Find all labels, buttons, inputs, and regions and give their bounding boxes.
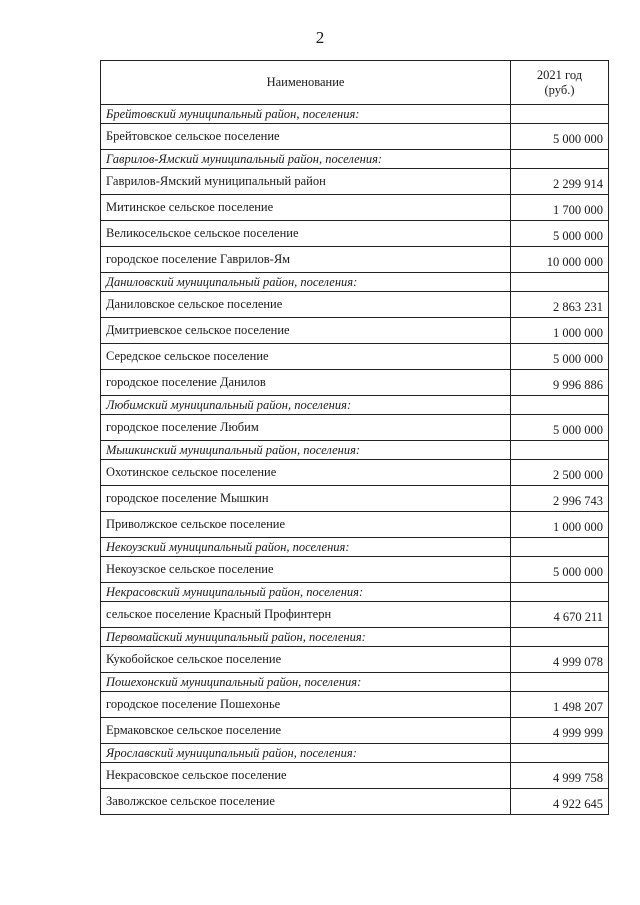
table-row — [101, 292, 609, 318]
amount-header-unit: (руб.) — [544, 82, 575, 97]
settlement-amount: 5 000 000 — [511, 344, 609, 370]
settlement-amount: 1 498 207 — [511, 692, 609, 718]
district-group-row — [101, 628, 609, 647]
settlement-amount: 2 500 000 — [511, 460, 609, 486]
district-group-row — [101, 273, 609, 292]
settlement-name: Митинское сельское поселение — [101, 195, 511, 221]
table-row — [101, 460, 609, 486]
district-group-row — [101, 583, 609, 602]
settlement-amount: 10 000 000 — [511, 247, 609, 273]
settlement-amount: 4 999 999 — [511, 718, 609, 744]
settlement-name: Ермаковское сельское поселение — [101, 718, 511, 744]
empty-amount-cell — [511, 396, 609, 415]
table-row — [101, 247, 609, 273]
settlement-name: Дмитриевское сельское поселение — [101, 318, 511, 344]
empty-amount-cell — [511, 538, 609, 557]
table-row — [101, 763, 609, 789]
table-row — [101, 789, 609, 815]
empty-amount-cell — [511, 150, 609, 169]
district-name: Первомайский муниципальный район, поселения: — [101, 628, 511, 647]
settlement-amount: 9 996 886 — [511, 370, 609, 396]
settlement-amount: 4 670 211 — [511, 602, 609, 628]
district-name: Любимский муниципальный район, поселения: — [101, 396, 511, 415]
empty-amount-cell — [511, 441, 609, 460]
district-name: Даниловский муниципальный район, поселения: — [101, 273, 511, 292]
settlement-amount: 2 996 743 — [511, 486, 609, 512]
settlement-name: Некоузское сельское поселение — [101, 557, 511, 583]
table-row — [101, 169, 609, 195]
settlement-amount: 1 700 000 — [511, 195, 609, 221]
settlement-name: Приволжское сельское поселение — [101, 512, 511, 538]
district-name: Ярославский муниципальный район, поселения: — [101, 744, 511, 763]
table-row — [101, 512, 609, 538]
district-name: Некрасовский муниципальный район, поселения: — [101, 583, 511, 602]
district-name: Некоузский муниципальный район, поселения: — [101, 538, 511, 557]
settlement-name: Охотинское сельское поселение — [101, 460, 511, 486]
table-row — [101, 344, 609, 370]
settlement-name: городское поселение Любим — [101, 415, 511, 441]
district-group-row — [101, 673, 609, 692]
empty-amount-cell — [511, 105, 609, 124]
settlement-amount: 4 922 645 — [511, 789, 609, 815]
district-group-row — [101, 744, 609, 763]
district-name: Мышкинский муниципальный район, поселения: — [101, 441, 511, 460]
settlement-amount: 5 000 000 — [511, 221, 609, 247]
settlement-amount: 2 863 231 — [511, 292, 609, 318]
district-name: Пошехонский муниципальный район, поселения: — [101, 673, 511, 692]
settlement-name: Заволжское сельское поселение — [101, 789, 511, 815]
settlement-name: городское поселение Гаврилов-Ям — [101, 247, 511, 273]
settlement-name: Даниловское сельское поселение — [101, 292, 511, 318]
table-row — [101, 124, 609, 150]
district-group-row — [101, 441, 609, 460]
district-group-row — [101, 538, 609, 557]
table-row — [101, 415, 609, 441]
settlement-amount: 1 000 000 — [511, 512, 609, 538]
page-number: 2 — [315, 28, 325, 47]
settlement-name: городское поселение Пошехонье — [101, 692, 511, 718]
table-body — [101, 105, 609, 815]
table-row — [101, 370, 609, 396]
settlement-amount: 4 999 078 — [511, 647, 609, 673]
table-row — [101, 602, 609, 628]
table-row — [101, 221, 609, 247]
district-name: Гаврилов-Ямский муниципальный район, поселения: — [101, 150, 511, 169]
district-group-row — [101, 150, 609, 169]
settlement-name: городское поселение Мышкин — [101, 486, 511, 512]
settlement-amount: 5 000 000 — [511, 415, 609, 441]
settlement-amount: 5 000 000 — [511, 557, 609, 583]
settlement-amount: 1 000 000 — [511, 318, 609, 344]
empty-amount-cell — [511, 673, 609, 692]
district-group-row — [101, 105, 609, 124]
empty-amount-cell — [511, 273, 609, 292]
settlement-name: Великосельское сельское поселение — [101, 221, 511, 247]
amount-column-header — [511, 61, 609, 105]
empty-amount-cell — [511, 628, 609, 647]
settlement-name: городское поселение Данилов — [101, 370, 511, 396]
settlement-amount: 2 299 914 — [511, 169, 609, 195]
settlement-name: сельское поселение Красный Профинтерн — [101, 602, 511, 628]
empty-amount-cell — [511, 583, 609, 602]
empty-amount-cell — [511, 744, 609, 763]
table-row — [101, 318, 609, 344]
settlement-name: Кукобойское сельское поселение — [101, 647, 511, 673]
table-row — [101, 195, 609, 221]
settlement-name: Середское сельское поселение — [101, 344, 511, 370]
table-row — [101, 647, 609, 673]
table-row — [101, 718, 609, 744]
settlement-amount: 4 999 758 — [511, 763, 609, 789]
settlement-name: Гаврилов-Ямский муниципальный район — [101, 169, 511, 195]
district-name: Брейтовский муниципальный район, поселения: — [101, 105, 511, 124]
table-header-row — [101, 61, 609, 105]
settlement-name: Брейтовское сельское поселение — [101, 124, 511, 150]
table-row — [101, 486, 609, 512]
name-column-header: Наименование — [101, 61, 511, 105]
table-row — [101, 557, 609, 583]
settlement-name: Некрасовское сельское поселение — [101, 763, 511, 789]
table-row — [101, 692, 609, 718]
amount-header-year: 2021 год — [536, 67, 583, 82]
budget-table — [100, 60, 609, 815]
district-group-row — [101, 396, 609, 415]
settlement-amount: 5 000 000 — [511, 124, 609, 150]
